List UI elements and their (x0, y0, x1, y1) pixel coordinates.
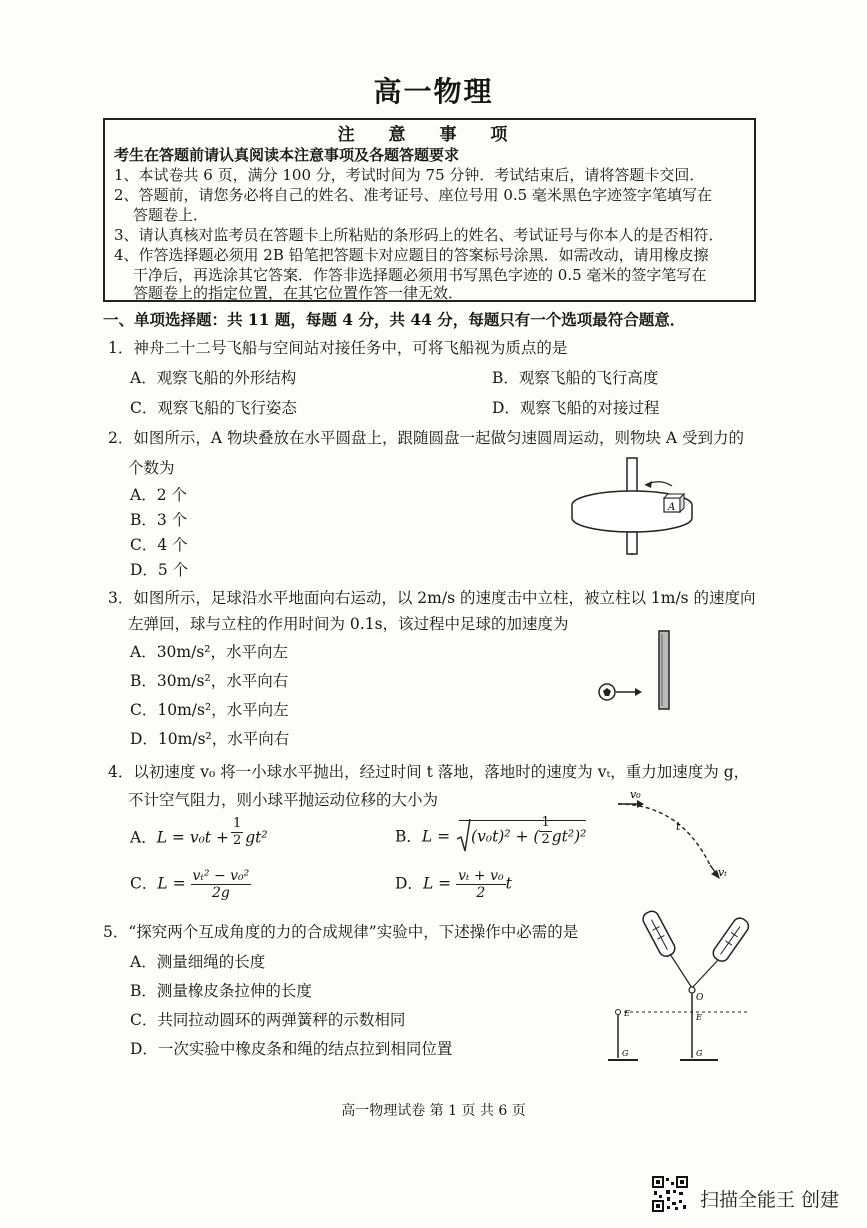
q3-option-b: B．30m/s²，水平向右 (130, 672, 289, 690)
q4-option-a-label: A． (130, 828, 157, 847)
q5-stem: 5．“探究两个互成角度的力的合成规律”实验中，下述操作中必需的是 (103, 923, 579, 941)
football-post-figure (590, 628, 680, 713)
q4-option-c-frac (191, 868, 252, 901)
q2-option-b: B．3 个 (130, 511, 188, 529)
q4-option-b-num: 1 (541, 815, 550, 830)
rotating-disc-figure (560, 450, 720, 560)
notice-line-4: 4、作答选择题必须用 2B 铅笔把答题卡对应题目的答案标号涂黑．如需改动，请用橡皮擦 (114, 246, 709, 264)
q3-stem: 3．如图所示，足球沿水平地面向右运动，以 2m/s 的速度击中立柱，被立柱以 1m/s 的速度向 (108, 589, 756, 607)
q1-option-b: B．观察飞船的飞行高度 (492, 369, 659, 387)
watermark-text: 扫描全能王 创建 (700, 1189, 840, 1211)
qr-code-icon (652, 1176, 688, 1212)
q3-stem-2: 左弹回，球与立柱的作用时间为 0.1s，该过程中足球的加速度为 (128, 615, 569, 633)
notice-line-2b: 答题卷上． (133, 206, 209, 224)
fig-label-e-left: E (624, 1009, 630, 1018)
q4-option-c-label: C． (130, 874, 158, 893)
notice-line-4c: 答题卷上的指定位置，在其它位置作答一律无效． (133, 284, 464, 302)
q5-option-b: B．测量橡皮条拉伸的长度 (130, 982, 312, 1000)
q4-option-a-tail: gt² (245, 828, 268, 847)
q4-option-c-den: 2g (211, 885, 230, 901)
q4-option-d-num: vₜ + v₀ (458, 868, 504, 884)
fig-label-o: O (696, 993, 704, 1003)
fig-label-vt: vₜ (718, 866, 727, 879)
notice-line-1: 1、本试卷共 6 页，满分 100 分，考试时间为 75 分钟．考试结束后，请将答题卡交回． (114, 166, 705, 184)
q3-option-a: A．30m/s²，水平向左 (130, 643, 289, 661)
notice-line-3: 3、请认真核对监考员在答题卡上所粘贴的条形码上的姓名、考试证号与你本人的是否相符． (114, 226, 724, 244)
q2-stem-2: 个数为 (128, 459, 175, 477)
fig-label-a: A (668, 502, 676, 513)
q1-stem: 1．神舟二十二号飞船与空间站对接任务中，可将飞船视为质点的是 (108, 339, 568, 357)
q4-stem: 4．以初速度 v₀ 将一小球水平抛出，经过时间 t 落地，落地时的速度为 vₜ，重力加速度为 g， (108, 763, 750, 781)
q1-option-a: A．观察飞船的外形结构 (130, 369, 297, 387)
q4-option-c-num: vₜ² − v₀² (192, 868, 250, 884)
force-composition-figure (600, 908, 760, 1068)
spring-scale-right-icon (711, 915, 752, 963)
q2-option-a: A．2 个 (130, 486, 187, 504)
q2-option-d: D．5 个 (130, 561, 189, 579)
q4-option-a (130, 816, 268, 855)
q4-option-a-lhs: L = v₀t + (156, 828, 229, 847)
q4-option-d-frac (456, 868, 506, 901)
fig-label-e-right: E (696, 1013, 702, 1022)
q4-option-b-den: 2 (541, 832, 550, 847)
fig-label-t: t (676, 820, 681, 833)
notice-intro: 考生在答题前请认真阅读本注意事项及各题答题要求 (114, 146, 460, 164)
q1-option-d: D．观察飞船的对接过程 (492, 399, 660, 417)
q4-option-b-rad-a: (v₀t)² + ( (471, 827, 540, 846)
q2-stem: 2．如图所示，A 物块叠放在水平圆盘上，跟随圆盘一起做匀速圆周运动，则物块 A 受到力的 (108, 429, 745, 447)
projectile-figure (610, 790, 750, 885)
fig-label-g-right: G (696, 1049, 703, 1058)
section-heading: 一、单项选择题：共 11 题，每题 4 分，共 44 分，每题只有一个选项最符合题意． (103, 310, 686, 329)
q4-option-a-frac (231, 816, 243, 849)
q4-option-c (130, 868, 251, 901)
q4-option-c-lhs: L = (157, 874, 186, 893)
q4-option-d-lhs: L = (422, 874, 452, 893)
notice-line-2: 2、答题前，请您务必将自己的姓名、准考证号、座位号用 0.5 毫米黑色字迹签字笔填写在 (114, 186, 712, 204)
q5-option-a: A．测量细绳的长度 (130, 953, 266, 971)
q2-option-c: C．4 个 (130, 536, 188, 554)
spring-scale-left-icon (641, 909, 678, 959)
q5-option-c: C．共同拉动圆环的两弹簧秤的示数相同 (130, 1011, 406, 1029)
q4-option-d-label: D． (395, 874, 423, 893)
fig-label-v0: v₀ (630, 788, 641, 801)
q4-option-b-rad-b: gt²)² (551, 827, 587, 846)
q4-option-d-den: 2 (476, 885, 486, 901)
q5-option-d: D．一次实验中橡皮条和绳的结点拉到相同位置 (130, 1040, 453, 1058)
q3-option-d: D．10m/s²，水平向右 (130, 730, 290, 748)
q1-option-c: C．观察飞船的飞行姿态 (130, 399, 297, 417)
sqrt-sign-icon (457, 819, 471, 853)
q4-option-b-lhs: L = (421, 827, 451, 846)
notice-line-4b: 干净后，再选涂其它答案．作答非选择题必须用书写黑色字迹的 0.5 毫米的签字笔写在 (133, 266, 707, 284)
q3-option-c: C．10m/s²，水平向左 (130, 701, 289, 719)
q4-option-d (395, 868, 512, 901)
q4-option-a-den: 2 (232, 833, 242, 848)
q4-option-b (395, 815, 587, 854)
q4-stem-2: 不计空气阻力，则小球平抛运动位移的大小为 (128, 791, 439, 809)
page-footer: 高一物理试卷 第 1 页 共 6 页 (341, 1103, 526, 1119)
page-title: 高一物理 (373, 75, 494, 108)
fig-label-g-left: G (622, 1049, 629, 1058)
notice-heading: 注 意 事 项 (337, 125, 522, 145)
q4-option-d-tail: t (505, 874, 512, 893)
q4-option-a-num: 1 (232, 816, 242, 831)
q4-option-b-label: B． (395, 827, 422, 846)
q4-option-b-frac (539, 815, 551, 848)
q4-option-b-radical (459, 815, 587, 854)
